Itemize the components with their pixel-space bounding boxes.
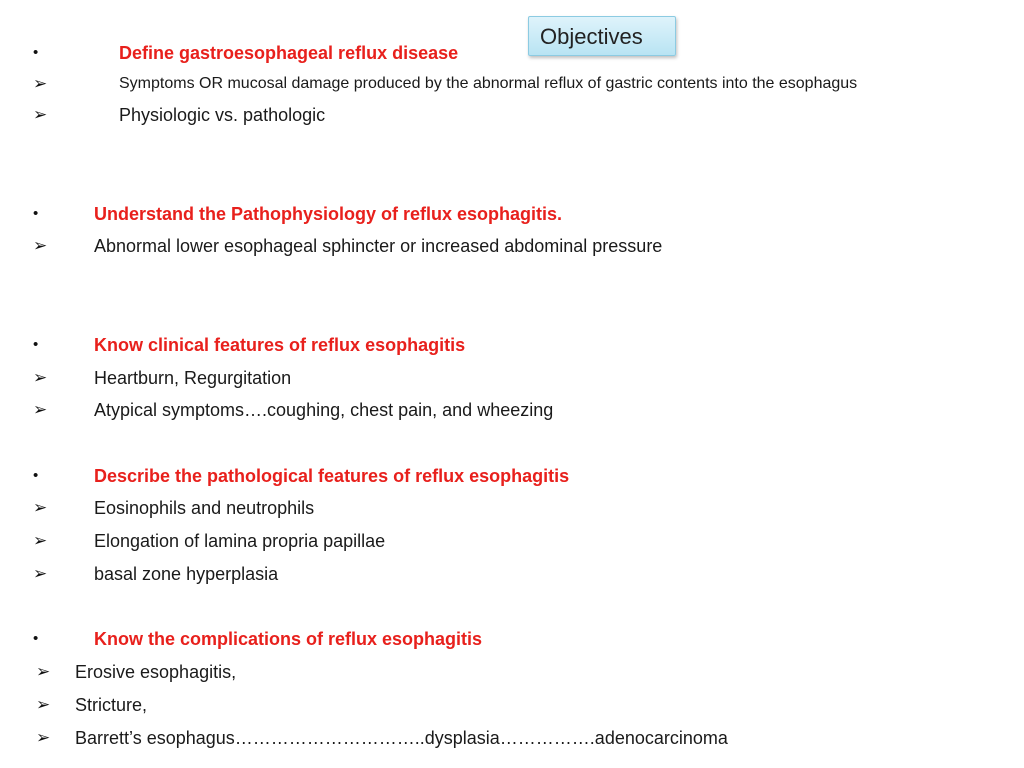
arrow-bullet-icon: ➢ — [33, 368, 48, 387]
arrow-bullet-icon: ➢ — [36, 728, 51, 747]
bullet-icon: • — [33, 336, 39, 353]
item-text: Physiologic vs. pathologic — [119, 105, 326, 125]
arrow-bullet-icon: ➢ — [33, 236, 48, 255]
arrow-bullet-icon: ➢ — [33, 400, 48, 419]
item-text: Heartburn, Regurgitation — [94, 368, 292, 388]
bullet-icon: • — [33, 205, 39, 222]
arrow-bullet-icon: ➢ — [33, 564, 48, 583]
arrow-bullet-icon: ➢ — [36, 662, 51, 681]
heading-text: Know clinical features of reflux esophagitis — [94, 335, 466, 355]
arrow-bullet-icon: ➢ — [33, 105, 48, 124]
bullet-icon: • — [33, 467, 39, 484]
heading-text: Understand the Pathophysiology of reflux esophagitis. — [94, 204, 563, 224]
arrow-bullet-icon: ➢ — [33, 531, 48, 550]
heading-text: Know the complications of reflux esophagitis — [94, 629, 483, 649]
item-text: Stricture, — [75, 695, 148, 715]
arrow-bullet-icon: ➢ — [36, 695, 51, 714]
item-text: Eosinophils and neutrophils — [94, 498, 315, 518]
item-text: Abnormal lower esophageal sphincter or increased abdominal pressure — [94, 236, 663, 256]
item-text: Erosive esophagitis, — [75, 662, 237, 682]
item-text: basal zone hyperplasia — [94, 564, 279, 584]
item-text: Barrett’s esophagus…………………………..dysplasia…………….adenocarcinoma — [75, 728, 728, 748]
slide-title: Objectives — [528, 16, 676, 56]
bullet-icon: • — [33, 630, 39, 647]
heading-text: Describe the pathological features of reflux esophagitis — [94, 466, 570, 486]
item-text: Elongation of lamina propria papillae — [94, 531, 386, 551]
arrow-bullet-icon: ➢ — [33, 74, 48, 93]
arrow-bullet-icon: ➢ — [33, 498, 48, 517]
heading-text: Define gastroesophageal reflux disease — [119, 43, 459, 63]
item-text: Atypical symptoms….coughing, chest pain, and wheezing — [94, 400, 554, 420]
bullet-icon: • — [33, 44, 39, 61]
item-text: Symptoms OR mucosal damage produced by the abnormal reflux of gastric contents into the esophagus — [119, 75, 858, 92]
